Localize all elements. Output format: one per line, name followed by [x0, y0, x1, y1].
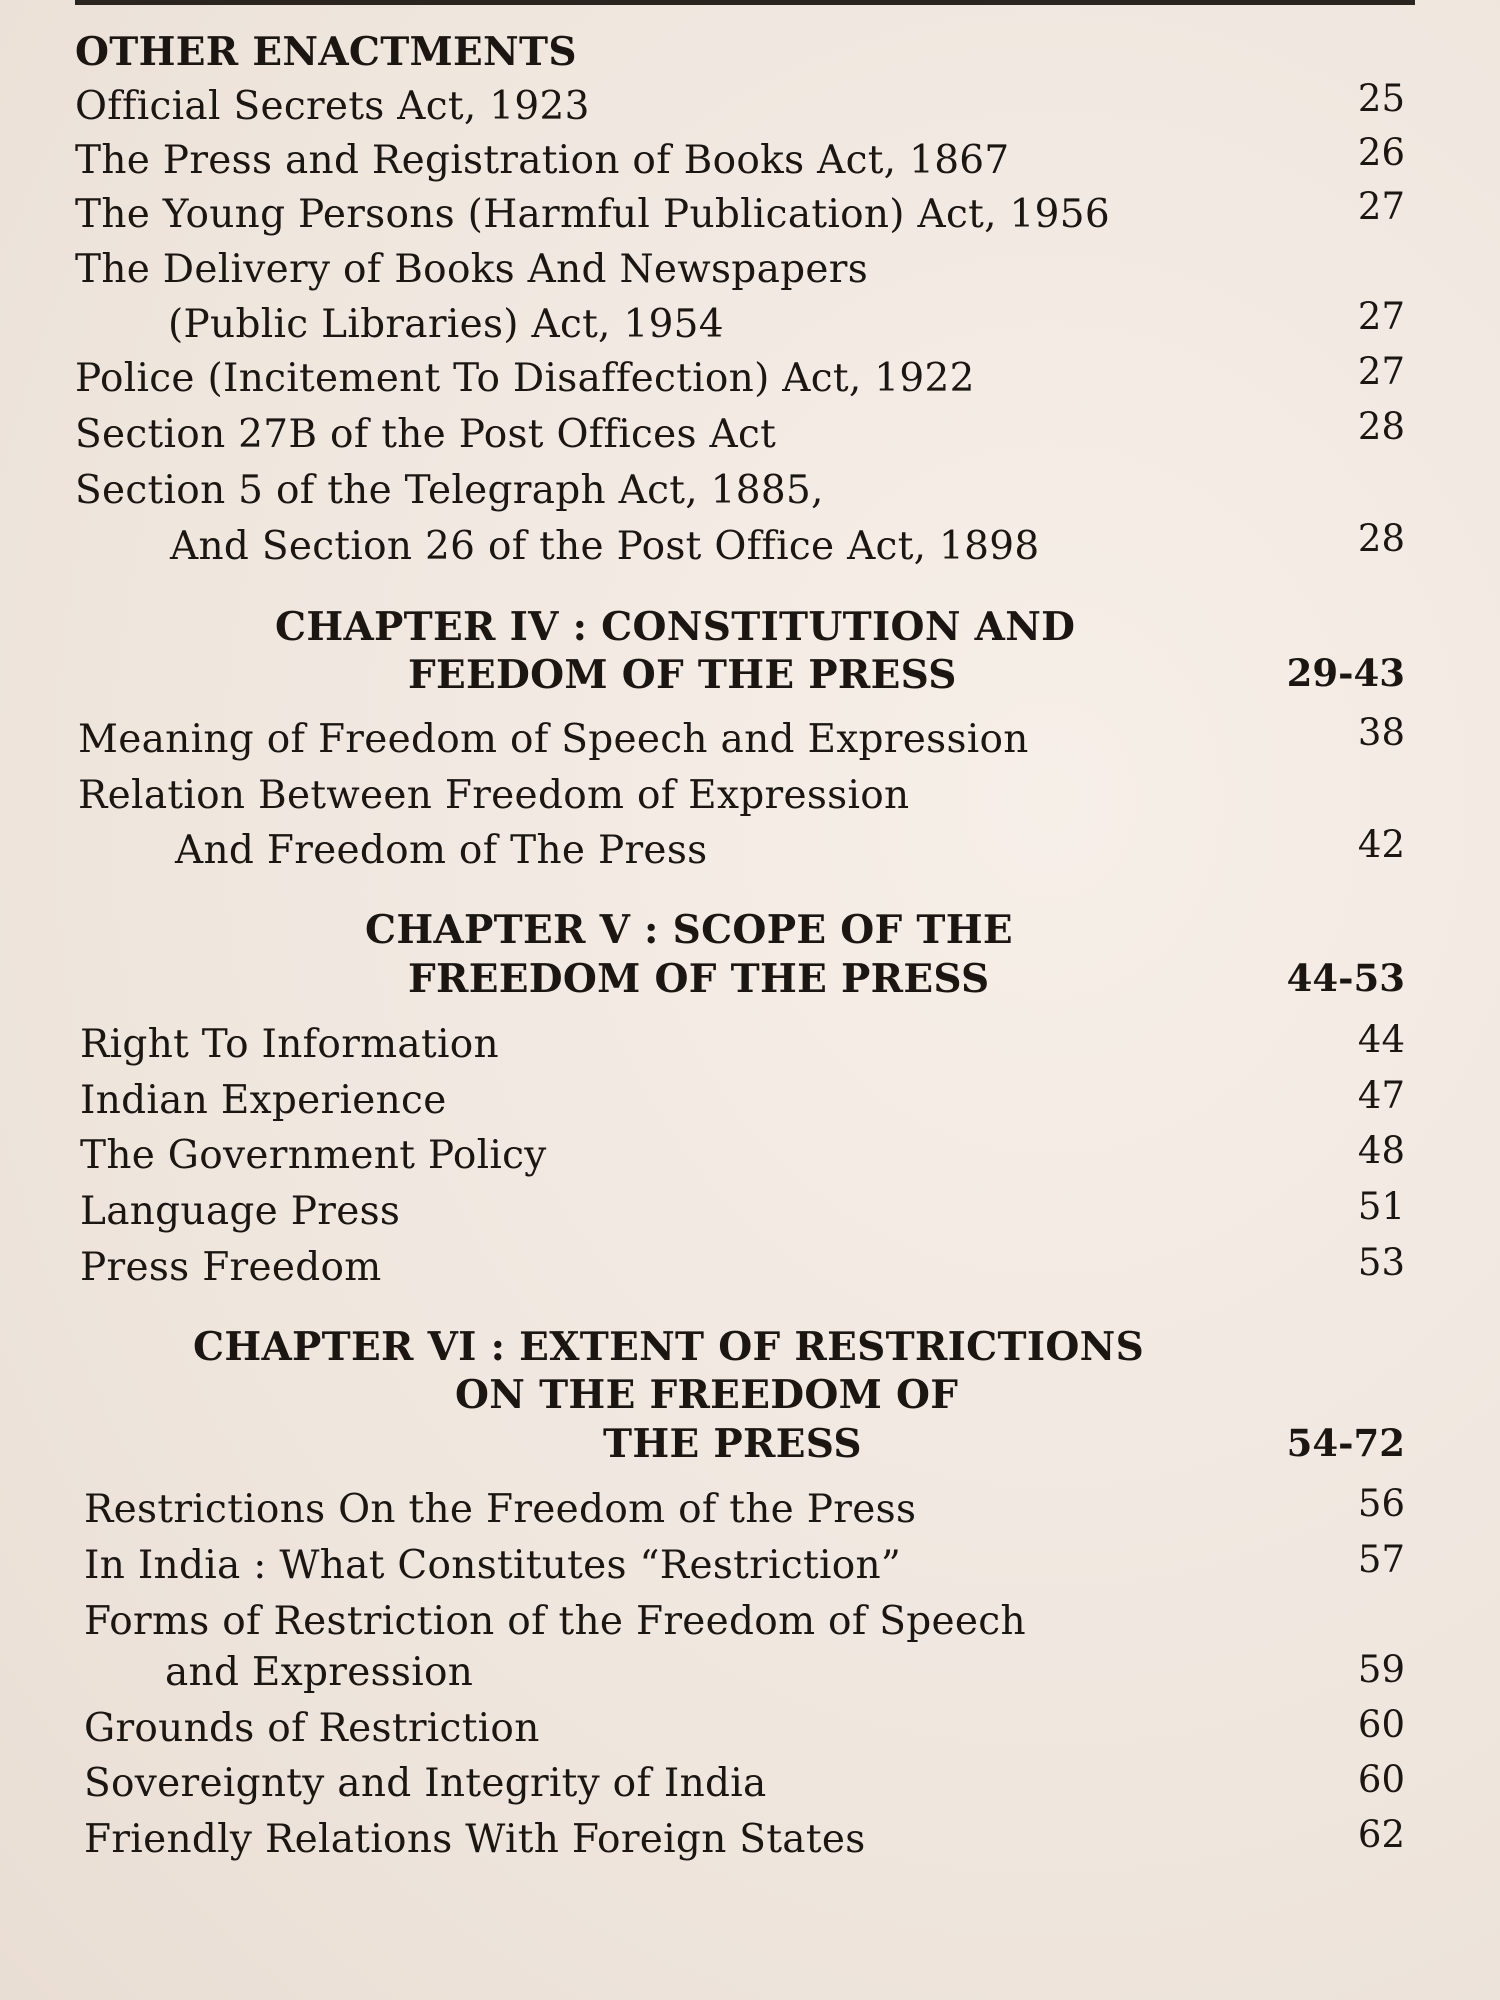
toc-entry-page: 48 — [1357, 1129, 1405, 1172]
chapter-heading-line: CHAPTER IV : CONSTITUTION AND — [275, 604, 1076, 650]
toc-entry-page: 57 — [1357, 1538, 1405, 1581]
toc-entry-page: 28 — [1357, 517, 1405, 560]
chapter-page-range: 29-43 — [1286, 651, 1405, 695]
toc-entry-title: In India : What Constitutes “Restriction” — [84, 1543, 902, 1588]
toc-entry-title: Indian Experience — [80, 1078, 447, 1123]
chapter-page-range: 54-72 — [1286, 1421, 1405, 1465]
toc-entry-title: Restrictions On the Freedom of the Press — [84, 1487, 917, 1532]
chapter-heading-line: THE PRESS — [603, 1421, 862, 1467]
toc-entry-page: 60 — [1357, 1703, 1405, 1746]
chapter-heading-line: FREEDOM OF THE PRESS — [408, 956, 990, 1002]
chapter-heading-line: FEEDOM OF THE PRESS — [408, 652, 957, 698]
toc-entry-page: 27 — [1357, 295, 1405, 338]
toc-entry-title: Right To Information — [80, 1022, 499, 1067]
toc-entry-page: 25 — [1357, 77, 1405, 120]
chapter-heading-line: CHAPTER V : SCOPE OF THE — [365, 907, 1013, 953]
toc-entry-page: 26 — [1357, 131, 1405, 174]
toc-entry-page: 60 — [1357, 1758, 1405, 1801]
section-heading: OTHER ENACTMENTS — [75, 29, 577, 75]
toc-entry-title: Relation Between Freedom of Expression — [78, 773, 910, 818]
toc-entry-page: 47 — [1357, 1074, 1405, 1117]
toc-entry-title: The Press and Registration of Books Act, 1867 — [75, 138, 1010, 183]
toc-entry-page: 59 — [1357, 1648, 1405, 1691]
toc-entry-title: The Delivery of Books And Newspapers — [75, 247, 869, 292]
toc-entry-page: 51 — [1357, 1185, 1405, 1228]
toc-entry-page: 27 — [1357, 185, 1405, 228]
chapter-heading-line: CHAPTER VI : EXTENT OF RESTRICTIONS — [193, 1324, 1145, 1370]
toc-entry-page: 62 — [1357, 1813, 1405, 1856]
toc-entry-title: Section 27B of the Post Offices Act — [75, 412, 777, 457]
toc-entry-title: Language Press — [80, 1189, 401, 1234]
toc-entry-title: Section 5 of the Telegraph Act, 1885, — [75, 468, 824, 513]
toc-entry-page: 42 — [1357, 823, 1405, 866]
chapter-page-range: 44-53 — [1286, 956, 1405, 1000]
toc-entry-title: Friendly Relations With Foreign States — [84, 1817, 866, 1862]
toc-entry-title: Meaning of Freedom of Speech and Expression — [78, 717, 1029, 762]
toc-entry-continuation: (Public Libraries) Act, 1954 — [168, 302, 724, 347]
toc-entry-title: The Government Policy — [80, 1133, 547, 1178]
toc-entry-page: 28 — [1357, 405, 1405, 448]
toc-entry-title: Police (Incitement To Disaffection) Act, 1922 — [75, 356, 975, 401]
chapter-heading-line: ON THE FREEDOM OF — [455, 1372, 959, 1418]
toc-entry-title: Official Secrets Act, 1923 — [75, 84, 590, 129]
toc-entry-continuation: And Section 26 of the Post Office Act, 1898 — [170, 524, 1040, 569]
toc-entry-title: Sovereignty and Integrity of India — [84, 1761, 767, 1806]
toc-entry-title: Forms of Restriction of the Freedom of Speech — [84, 1599, 1026, 1644]
toc-entry-title: Grounds of Restriction — [84, 1706, 540, 1751]
toc-entry-continuation: and Expression — [165, 1650, 474, 1695]
toc-entry-continuation: And Freedom of The Press — [175, 828, 708, 873]
toc-entry-title: Press Freedom — [80, 1245, 382, 1290]
toc-entry-page: 44 — [1357, 1018, 1405, 1061]
toc-entry-page: 56 — [1357, 1482, 1405, 1525]
toc-entry-page: 27 — [1357, 350, 1405, 393]
toc-entry-page: 53 — [1357, 1241, 1405, 1284]
toc-entry-page: 38 — [1357, 711, 1405, 754]
toc-entry-title: The Young Persons (Harmful Publication) Act, 1956 — [75, 192, 1110, 237]
